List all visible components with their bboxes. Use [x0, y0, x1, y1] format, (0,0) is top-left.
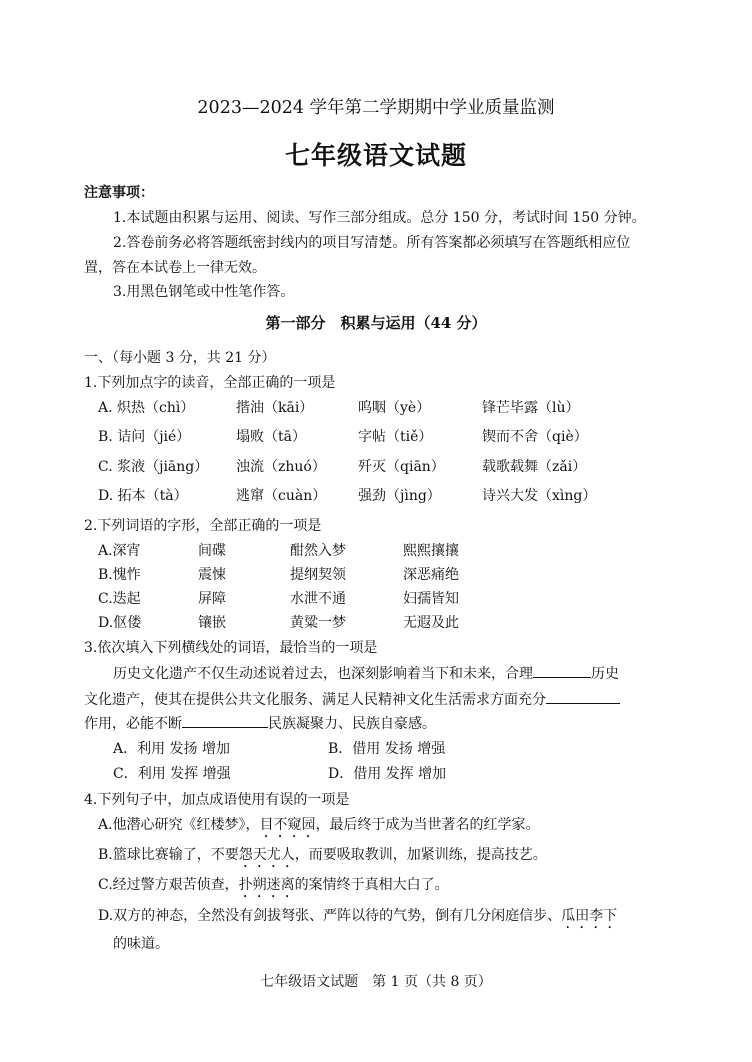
page-footer: 七年级语文试题 第 1 页（共 8 页） [260, 974, 492, 990]
q3-blank-2 [546, 689, 620, 704]
q2-d-3: 黄粱一梦 [290, 615, 346, 631]
q3-passage-text-3: 作用，必能不断 [84, 716, 182, 732]
q4-c-idiom: 扑朔迷离 [238, 877, 295, 893]
q1-c-1: C. 浆液（jiāng） [98, 459, 209, 475]
q4-b-pre: B.篮球比赛输了，不要 [98, 847, 239, 863]
q4-a-pre: A.他潜心研究《红楼梦》， [98, 817, 260, 833]
q1-b-4: 锲而不舍（qiè） [482, 429, 588, 445]
q4-b-post: ，而要吸取教训，加紧训练，提高技艺。 [294, 847, 547, 863]
notice-item-3: 3.用黑色钢笔或中性笔作答。 [113, 284, 295, 300]
q3-blank-1 [533, 663, 591, 678]
q1-c-3: 歼灭（qiān） [358, 459, 445, 475]
q4-option-c [98, 874, 449, 901]
q3-passage-text-3b: 民族凝聚力、民族自豪感。 [268, 716, 436, 732]
q4-c-pre: C.经过警方艰苦侦查， [98, 877, 239, 893]
q2-stem: 2.下列词语的字形，全部正确的一项是 [84, 518, 322, 534]
q2-c-1: C.迭起 [98, 591, 141, 607]
q2-d-4: 无遐及此 [403, 615, 459, 631]
q2-b-1: B.愧怍 [98, 567, 141, 583]
q2-a-1: A.深宵 [98, 543, 141, 559]
notice-item-2: 2.答卷前务必将答题纸密封线内的项目写清楚。所有答案都必须填写在答题纸相应位 [113, 235, 631, 251]
q2-c-2: 屏障 [198, 591, 226, 607]
q2-b-3: 提纲契领 [290, 567, 346, 583]
part-heading: 一、（每小题 3 分，共 21 分） [84, 350, 276, 366]
q3-stem: 3.依次填入下列横线处的词语，最恰当的一项是 [84, 640, 378, 656]
subject-title: 七年级语文试题 [284, 141, 467, 170]
q1-a-1: A. 炽热（chì） [98, 400, 195, 416]
q1-d-4: 诗兴大发（xìng） [482, 488, 597, 504]
q3-passage-line-1 [113, 663, 619, 683]
q4-d-pre: D.双方的神态，全然没有剑拔弩张、严阵以待的气势，倒有几分闲庭信步、 [98, 908, 562, 924]
q2-d-2: 镶嵌 [198, 615, 226, 631]
q3-passage-text-1: 历史文化遗产不仅生动述说着过去，也深刻影响着当下和未来，合理 [113, 666, 533, 682]
q3-option-b: B．借用 发扬 增强 [328, 741, 446, 757]
notice-item-2-cont: 置，答在本试卷上一律无效。 [84, 260, 266, 276]
q1-b-1: B. 诘问（jié） [98, 429, 191, 445]
q2-a-2: 间碟 [198, 543, 226, 559]
q1-stem: 1.下列加点字的读音，全部正确的一项是 [84, 375, 336, 391]
q1-a-3: 呜咽（yè） [358, 400, 431, 416]
q3-passage-text-2: 文化遗产，使其在提供公共文化服务、满足人民精神文化生活需求方面充分 [84, 692, 546, 708]
q4-d-idiom: 瓜田李下 [561, 908, 618, 924]
notice-item-1: 1.本试题由积累与运用、阅读、写作三部分组成。总分 150 分，考试时间 150 分钟。 [113, 210, 646, 226]
q2-c-3: 水泄不通 [290, 591, 346, 607]
q2-c-4: 妇孺皆知 [403, 591, 459, 607]
q1-d-3: 强劲（jìng） [358, 488, 441, 504]
q3-passage-text-1b: 历史 [591, 666, 619, 682]
q1-b-3: 字帖（tiě） [358, 429, 433, 445]
q4-c-post: 的案情终于真相大白了。 [294, 877, 449, 893]
notice-heading: 注意事项： [84, 185, 154, 201]
q4-option-d [98, 905, 617, 932]
q1-a-2: 揩油（kāi） [236, 400, 314, 416]
q4-stem: 4.下列句子中，加点成语使用有误的一项是 [84, 792, 350, 808]
q2-b-2: 震悚 [198, 567, 226, 583]
exam-title: 2023—2024 学年第二学期期中学业质量监测 [197, 98, 555, 118]
q3-option-c: C．利用 发挥 增强 [113, 766, 231, 782]
q3-option-d: D．借用 发挥 增加 [328, 766, 447, 782]
q2-d-1: D.伛偻 [98, 615, 142, 631]
q1-c-2: 浊流（zhuó） [236, 459, 326, 475]
q1-c-4: 载歌载舞（zǎi） [482, 459, 587, 475]
q2-a-3: 酣然入梦 [290, 543, 346, 559]
q3-passage-line-3 [84, 713, 436, 733]
q2-options [98, 540, 698, 635]
q1-a-4: 锋芒毕露（lù） [482, 400, 580, 416]
q4-a-post: ，最后终于成为当世著名的红学家。 [315, 817, 540, 833]
q1-d-2: 逃窜（cuàn） [236, 488, 327, 504]
q1-options [98, 397, 698, 517]
section-title: 第一部分 积累与运用（44 分） [265, 314, 487, 332]
q4-a-idiom: 目不窥园 [259, 817, 316, 833]
q3-option-a: A．利用 发扬 增加 [113, 741, 231, 757]
q4-option-a [98, 814, 540, 841]
q2-b-4: 深恶痛绝 [403, 567, 459, 583]
q4-option-b [98, 844, 547, 871]
q4-b-idiom: 怨天尤人 [238, 847, 295, 863]
q3-passage-line-2 [84, 689, 620, 709]
q1-d-1: D. 拓本（tà） [98, 488, 188, 504]
q4-option-d-cont: 的味道。 [113, 936, 169, 952]
q1-b-2: 塌败（tā） [236, 429, 306, 445]
q3-blank-3 [182, 713, 268, 728]
q2-a-4: 熙熙攘攘 [403, 543, 459, 559]
